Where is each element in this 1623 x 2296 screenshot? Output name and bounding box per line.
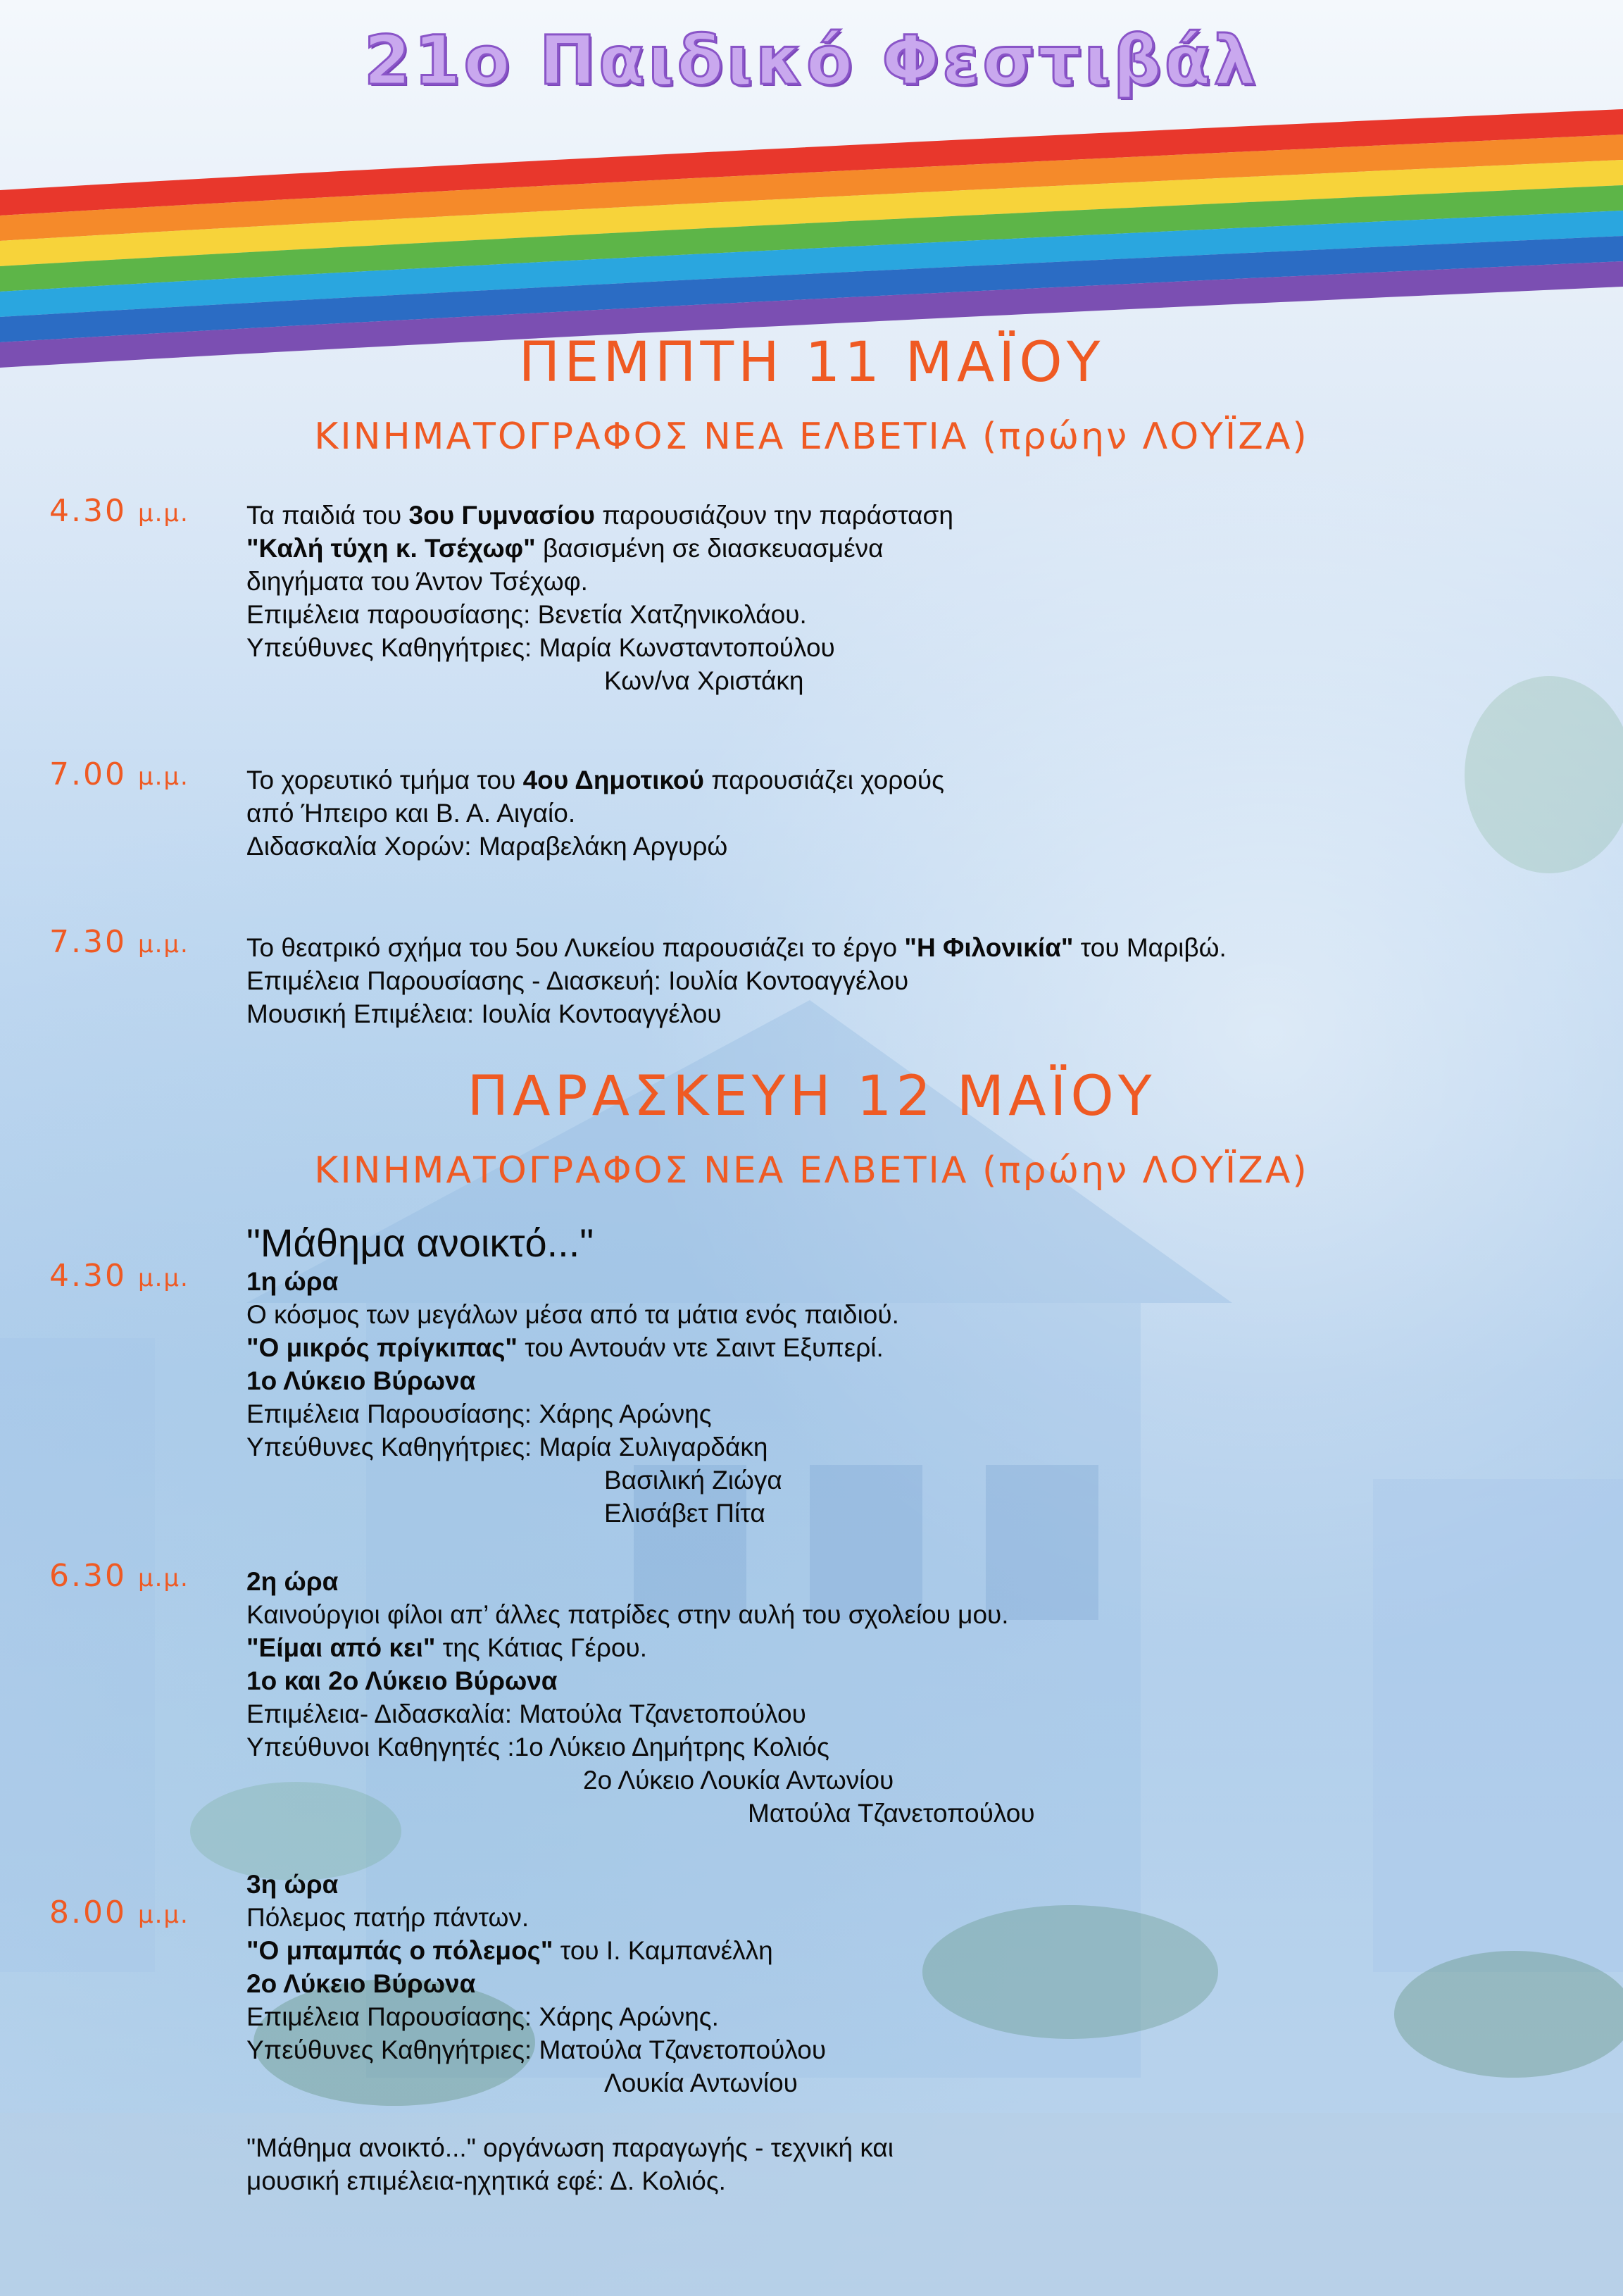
event-line <box>246 964 1227 997</box>
event-line <box>246 2066 826 2100</box>
event-line-text: από Ήπειρο και Β. Α. Αιγαίο. <box>246 799 576 828</box>
event-line-bold: 4ου Δημοτικού <box>522 766 704 794</box>
event-line <box>246 1464 899 1497</box>
event-line-text: Βασιλική Ζιώγα <box>604 1466 782 1495</box>
event-line <box>246 1967 826 2000</box>
event-line <box>246 1364 899 1397</box>
event-line <box>246 532 953 565</box>
footer-line: "Μάθημα ανοικτό..." οργάνωση παραγωγής - τεχνική και <box>246 2133 894 2162</box>
day2-venue: ΚΙΝΗΜΑΤΟΓΡΑΦΟΣ ΝΕΑ ΕΛΒΕΤΙΑ (πρώην ΛΟΥΪΖΑ) <box>314 1149 1309 1192</box>
event-line <box>246 1868 826 1901</box>
festival-title: 21ο Παιδικό Φεστιβάλ <box>363 21 1260 100</box>
event-line <box>246 1565 1035 1598</box>
event-line-text: της Κάτιας Γέρου. <box>435 1633 647 1662</box>
event-line-text: διηγήματα του Άντον Τσέχωφ. <box>246 567 588 596</box>
event-line-bold: 1ο Λύκειο Βύρωνα <box>246 1366 476 1395</box>
event-line-text: Πόλεμος πατήρ πάντων. <box>246 1903 529 1932</box>
event-line <box>246 1265 899 1298</box>
event-time-value: 4.30 <box>49 1258 127 1294</box>
event-time-unit: μ.μ. <box>137 930 189 959</box>
event-line-text: Επιμέλεια Παρουσίασης - Διασκευή: Ιουλία Κοντοαγγέλου <box>246 966 909 995</box>
event-line <box>246 499 953 532</box>
event-time-unit: μ.μ. <box>137 1564 189 1592</box>
event-description <box>246 1868 826 2100</box>
event-time <box>49 1558 232 1594</box>
event-time-value: 6.30 <box>49 1558 127 1594</box>
event-time-unit: μ.μ. <box>137 1901 189 1929</box>
event-line <box>246 1901 826 1934</box>
footer-line: μουσική επιμέλεια-ηχητικά εφέ: Δ. Κολιός. <box>246 2166 726 2195</box>
event-line <box>246 763 944 797</box>
event-description <box>246 931 1227 1030</box>
event-line <box>246 797 944 830</box>
event-time <box>49 493 232 529</box>
event-line <box>246 2000 826 2033</box>
event-time <box>49 756 232 792</box>
event-line <box>246 1664 1035 1697</box>
event-description <box>246 1565 1035 1830</box>
event-line-bold: "Ο μικρός πρίγκιπας" <box>246 1333 518 1362</box>
event-line-text: Επιμέλεια- Διδασκαλία: Ματούλα Τζανετοπούλου <box>246 1699 806 1728</box>
event-line-text: Διδασκαλία Χορών: Μαραβελάκη Αργυρώ <box>246 832 728 861</box>
event-line-bold: "Ο μπαμπάς ο πόλεμος" <box>246 1936 553 1965</box>
event-line-text: Επιμέλεια παρουσίασης: Βενετία Χατζηνικολάου. <box>246 600 807 629</box>
event-line-bold: "Καλή τύχη κ. Τσέχωφ" <box>246 534 536 563</box>
event-hour-label: 3η ώρα <box>246 1870 339 1899</box>
event-line <box>246 1397 899 1430</box>
event-time <box>49 1895 232 1930</box>
event-line <box>246 1934 826 1967</box>
event-line-text: Υπεύθυνες Καθηγήτριες: Μαρία Κωνσταντοπούλου <box>246 633 835 662</box>
footer-credits <box>246 2131 894 2197</box>
event-line-text: Το χορευτικό τμήμα του <box>246 766 523 794</box>
event-time-value: 7.00 <box>49 756 127 792</box>
event-line <box>246 2033 826 2066</box>
event-time-value: 8.00 <box>49 1895 127 1930</box>
event-line-bold: 2η ώρα <box>246 1567 339 1596</box>
event-line-text: Επιμέλεια Παρουσίασης: Χάρης Αρώνης <box>246 1399 712 1428</box>
event-line <box>246 664 953 697</box>
event-line-text: του Αντουάν ντε Σαιντ Εξυπερί. <box>517 1333 884 1362</box>
event-line-text: Το θεατρικό σχήμα του 5ου Λυκείου παρουσιάζει το έργο <box>246 933 905 962</box>
event-line-text: Υπεύθυνοι Καθηγητές :1ο Λύκειο Δημήτρης Κολιός <box>246 1733 829 1761</box>
event-line-bold: 1η ώρα <box>246 1267 339 1296</box>
event-line-text: 2ο Λύκειο Λουκία Αντωνίου <box>583 1766 894 1795</box>
event-line-bold: 2ο Λύκειο Βύρωνα <box>246 1969 476 1998</box>
event-line-bold: "Η Φιλονικία" <box>904 933 1074 962</box>
event-line <box>246 1697 1035 1730</box>
event-line-text: βασισμένη σε διασκευασμένα <box>535 534 884 563</box>
event-line-text: Μουσική Επιμέλεια: Ιουλία Κοντοαγγέλου <box>246 999 722 1028</box>
event-line <box>246 565 953 598</box>
event-line-text: Ματούλα Τζανετοπούλου <box>748 1799 1035 1828</box>
event-line-text: Επιμέλεια Παρουσίασης: Χάρης Αρώνης. <box>246 2002 719 2031</box>
event-line-text: Κων/να Χριστάκη <box>604 666 804 695</box>
event-line-bold: 1ο και 2ο Λύκειο Βύρωνα <box>246 1666 558 1695</box>
event-description <box>246 763 944 863</box>
day2-heading: ΠΑΡΑΣΚΕΥΗ 12 ΜΑΪΟΥ <box>467 1065 1156 1128</box>
event-line <box>246 598 953 631</box>
event-line <box>246 1797 1035 1830</box>
event-line-bold: "Είμαι από κει" <box>246 1633 436 1662</box>
event-line <box>246 1631 1035 1664</box>
event-line-text: παρουσιάζει χορούς <box>703 766 944 794</box>
event-line-text: παρουσιάζουν την παράσταση <box>594 501 953 530</box>
event-line <box>246 1298 899 1331</box>
event-line <box>246 931 1227 964</box>
event-time <box>49 1258 232 1294</box>
event-time <box>49 924 232 960</box>
event-line-text: του Ι. Καμπανέλλη <box>553 1936 773 1965</box>
event-line-text: Ο κόσμος των μεγάλων μέσα από τα μάτια ενός παιδιού. <box>246 1300 899 1329</box>
day1-heading: ΠΕΜΠΤΗ 11 ΜΑΪΟΥ <box>518 331 1105 394</box>
event-line-text: Καινούργιοι φίλοι απ’ άλλες πατρίδες στην αυλή του σχολείου μου. <box>246 1600 1009 1629</box>
event-line <box>246 1730 1035 1764</box>
event-time-value: 7.30 <box>49 924 127 960</box>
event-time-unit: μ.μ. <box>137 1264 189 1292</box>
event-description <box>246 1265 899 1530</box>
event-line-text: Υπεύθυνες Καθηγήτριες: Μαρία Συλιγαρδάκη <box>246 1433 768 1461</box>
event-line <box>246 1497 899 1530</box>
day2-subtitle: "Μάθημα ανοικτό..." <box>246 1221 594 1265</box>
event-line <box>246 1331 899 1364</box>
event-time-unit: μ.μ. <box>137 499 189 528</box>
event-line <box>246 830 944 863</box>
event-line <box>246 1430 899 1464</box>
event-time-value: 4.30 <box>49 493 127 529</box>
event-line-text: Τα παιδιά του <box>246 501 409 530</box>
event-line <box>246 1598 1035 1631</box>
event-line <box>246 997 1227 1030</box>
event-description <box>246 499 953 697</box>
event-line <box>246 631 953 664</box>
event-line-text: Ελισάβετ Πίτα <box>604 1499 765 1528</box>
day1-venue: ΚΙΝΗΜΑΤΟΓΡΑΦΟΣ ΝΕΑ ΕΛΒΕΤΙΑ (πρώην ΛΟΥΪΖΑ) <box>314 416 1309 458</box>
event-line-bold: 3ου Γυμνασίου <box>408 501 595 530</box>
event-time-unit: μ.μ. <box>137 763 189 791</box>
event-line-text: Λουκία Αντωνίου <box>604 2069 798 2097</box>
event-line <box>246 1764 1035 1797</box>
event-line-text: του Μαριβώ. <box>1073 933 1227 962</box>
event-line-text: Υπεύθυνες Καθηγήτριες: Ματούλα Τζανετοπούλου <box>246 2035 827 2064</box>
